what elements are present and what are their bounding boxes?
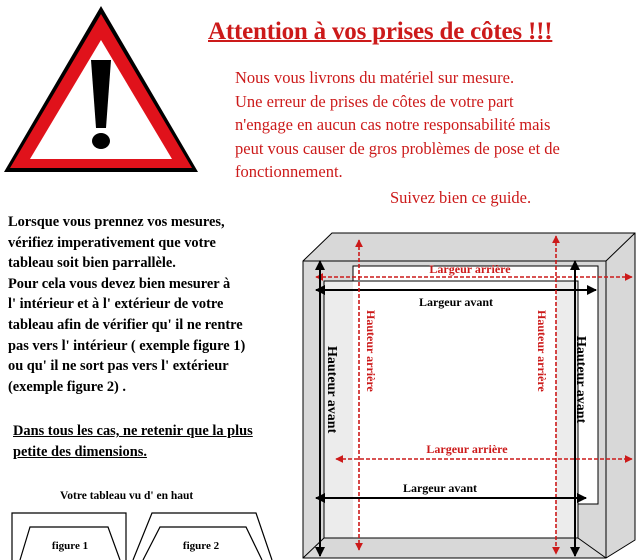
instruction-line: vérifiez imperativement que votre xyxy=(8,234,216,251)
page-title: Attention à vos prises de côtes !!! xyxy=(208,18,553,45)
instruction-line: ou qu' il ne sort pas vers l' extérieur xyxy=(8,358,229,375)
notice-line: peut vous causer de gros problèmes de pose et de xyxy=(235,138,560,158)
instructions-text xyxy=(8,212,293,397)
largeur-arriere-top-label: Largeur arrière xyxy=(429,262,511,276)
notice-line: fonctionnement. xyxy=(235,162,343,181)
largeur-avant-top-label: Largeur avant xyxy=(418,295,494,309)
rule-text xyxy=(13,421,298,463)
figure-2-shape xyxy=(133,513,272,560)
instruction-line: tableau soit bien parrallèle. xyxy=(8,255,176,272)
rule-line: petite des dimensions. xyxy=(13,444,147,460)
warning-sign-icon xyxy=(0,0,202,178)
hauteur-avant-right-label: Hauteur avant xyxy=(573,336,588,424)
instruction-line: l' intérieur et à l' extérieur de votre xyxy=(8,296,224,313)
notice-line: n'engage en aucun cas notre responsabilité mais xyxy=(235,115,551,134)
largeur-arriere-bottom-label: Largeur arrière xyxy=(426,442,508,456)
notice-text xyxy=(235,66,635,184)
figure-2-label: figure 2 xyxy=(182,540,220,552)
largeur-avant-bottom-label: Largeur avant xyxy=(402,481,478,495)
notice-line: Nous vous livrons du matériel sur mesure. xyxy=(235,68,515,87)
instruction-line: Pour cela vous devez bien mesurer à xyxy=(8,275,231,292)
rule-line: Dans tous les cas, ne retenir que la plus xyxy=(13,423,253,439)
hauteur-avant-left-label: Hauteur avant xyxy=(324,346,339,434)
figure-1-shape xyxy=(12,513,126,560)
figure-1-label: figure 1 xyxy=(51,540,89,552)
notice-line: Une erreur de prises de côtes de votre part xyxy=(235,91,514,111)
follow-guide-text: Suivez bien ce guide. xyxy=(390,188,532,207)
top-view-caption: Votre tableau vu d' en haut xyxy=(60,490,194,502)
top-view-figures xyxy=(8,505,278,560)
instruction-line: Lorsque vous prennez vos mesures, xyxy=(8,214,225,230)
instruction-line: tableau afin de vérifier qu' il ne rentre xyxy=(8,316,243,333)
instruction-line: (exemple figure 2) . xyxy=(8,378,127,395)
instruction-line: pas vers l' intérieur ( exemple figure 1) xyxy=(8,337,246,354)
hauteur-arriere-right-label: Hauteur arrière xyxy=(535,310,549,392)
hauteur-arriere-left-label: Hauteur arrière xyxy=(364,310,378,392)
frame-measurement-diagram xyxy=(298,228,640,560)
